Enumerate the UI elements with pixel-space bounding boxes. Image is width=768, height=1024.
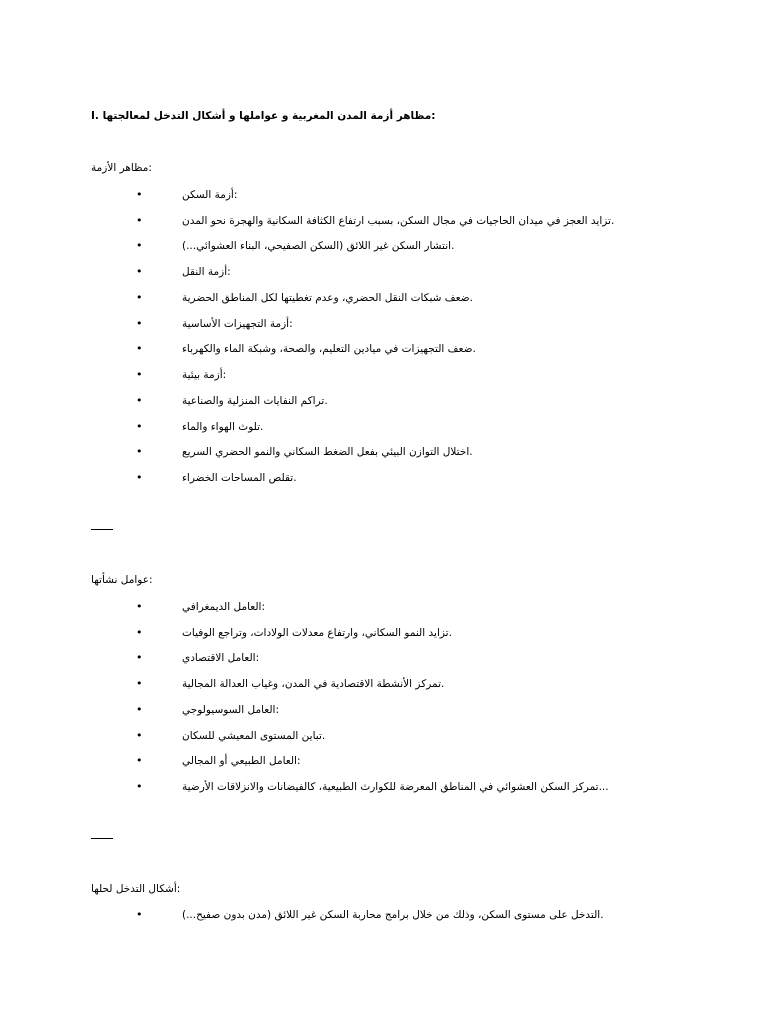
list-item-text: أزمة بيئية:	[182, 369, 227, 381]
list-item	[0, 342, 768, 358]
bullet-icon: •	[136, 188, 143, 201]
list-item	[0, 626, 768, 642]
list-item-text: تقلص المساحات الخضراء.	[182, 472, 297, 484]
list-item	[0, 651, 768, 667]
bullet-icon: •	[136, 342, 143, 355]
bullet-icon: •	[136, 239, 143, 252]
bullet-icon: •	[136, 780, 143, 793]
bullet-icon: •	[136, 317, 143, 330]
list-item-text: العامل الطبيعي أو المجالي:	[182, 755, 301, 767]
bullet-icon: •	[136, 291, 143, 304]
bullet-icon: •	[136, 600, 143, 613]
bullet-icon: •	[136, 651, 143, 664]
list-item-text: ضعف شبكات النقل الحضري، وعدم تغطيتها لكل المناطق الحضرية.	[182, 292, 473, 304]
document-title: I. مظاهر أزمة المدن المغربية و عواملها و أشكال التدخل لمعالجتها:	[91, 110, 436, 122]
bullet-icon: •	[136, 908, 143, 921]
section-divider	[91, 838, 113, 839]
list-item	[0, 445, 768, 461]
list-item-text: تزايد النمو السكاني، وارتفاع معدلات الولادات، وتراجع الوفيات.	[182, 627, 452, 639]
list-item-text: العامل الديمغرافي:	[182, 601, 266, 613]
list-item	[0, 239, 768, 255]
bullet-icon: •	[136, 626, 143, 639]
bullet-icon: •	[136, 394, 143, 407]
list-item	[0, 754, 768, 770]
list-item	[0, 703, 768, 719]
list-item-text: اختلال التوازن البيئي بفعل الضغط السكاني والنمو الحضري السريع.	[182, 446, 473, 458]
list-item-text: العامل الاقتصادي:	[182, 652, 260, 664]
list-item-text: أزمة السكن:	[182, 189, 238, 201]
section-divider	[91, 529, 113, 530]
list-item-text: تلوث الهواء والماء.	[182, 421, 264, 433]
list-item	[0, 368, 768, 384]
bullet-icon: •	[136, 214, 143, 227]
list-item	[0, 600, 768, 616]
list-item	[0, 265, 768, 281]
list-item	[0, 317, 768, 333]
list-item-text: أزمة النقل:	[182, 266, 231, 278]
bullet-icon: •	[136, 265, 143, 278]
bullet-icon: •	[136, 677, 143, 690]
bullet-icon: •	[136, 703, 143, 716]
bullet-icon: •	[136, 729, 143, 742]
list-item-text: التدخل على مستوى السكن، وذلك من خلال برامج محاربة السكن غير اللائق (مدن بدون صفيح...).	[182, 909, 604, 921]
list-item-text: تمركز السكن العشوائي في المناطق المعرضة للكوارث الطبيعية، كالفيضانات والانزلاقات الأرضية...	[182, 781, 609, 793]
list-item-text: تباين المستوى المعيشي للسكان.	[182, 730, 326, 742]
section-heading-crisis: مظاهر الأزمة:	[91, 162, 152, 174]
bullet-icon: •	[136, 471, 143, 484]
section-heading-interventions: أشكال التدخل لحلها:	[91, 883, 181, 895]
list-item	[0, 677, 768, 693]
list-item-text: أزمة التجهيزات الأساسية:	[182, 318, 293, 330]
bullet-icon: •	[136, 754, 143, 767]
bullet-icon: •	[136, 420, 143, 433]
list-item-text: تمركز الأنشطة الاقتصادية في المدن، وغياب العدالة المجالية.	[182, 678, 445, 690]
list-item-text: العامل السوسيولوجي:	[182, 704, 280, 716]
list-item-text: تزايد العجز في ميدان الحاجيات في مجال السكن، بسبب ارتفاع الكثافة السكانية والهجرة نحو المدن.	[182, 215, 615, 227]
bullet-icon: •	[136, 368, 143, 381]
list-item	[0, 780, 768, 796]
list-item	[0, 214, 768, 230]
section-heading-factors: عوامل نشأتها:	[91, 574, 153, 586]
list-item	[0, 908, 768, 924]
list-item-text: انتشار السكن غير اللائق (السكن الصفيحي، البناء العشوائي...).	[182, 240, 455, 252]
list-item	[0, 291, 768, 307]
list-item	[0, 471, 768, 487]
list-item-text: ضعف التجهيزات في ميادين التعليم، والصحة، وشبكة الماء والكهرباء.	[182, 343, 476, 355]
list-item	[0, 420, 768, 436]
list-item-text: تراكم النفايات المنزلية والصناعية.	[182, 395, 328, 407]
list-item	[0, 394, 768, 410]
list-item	[0, 729, 768, 745]
list-item	[0, 188, 768, 204]
bullet-icon: •	[136, 445, 143, 458]
